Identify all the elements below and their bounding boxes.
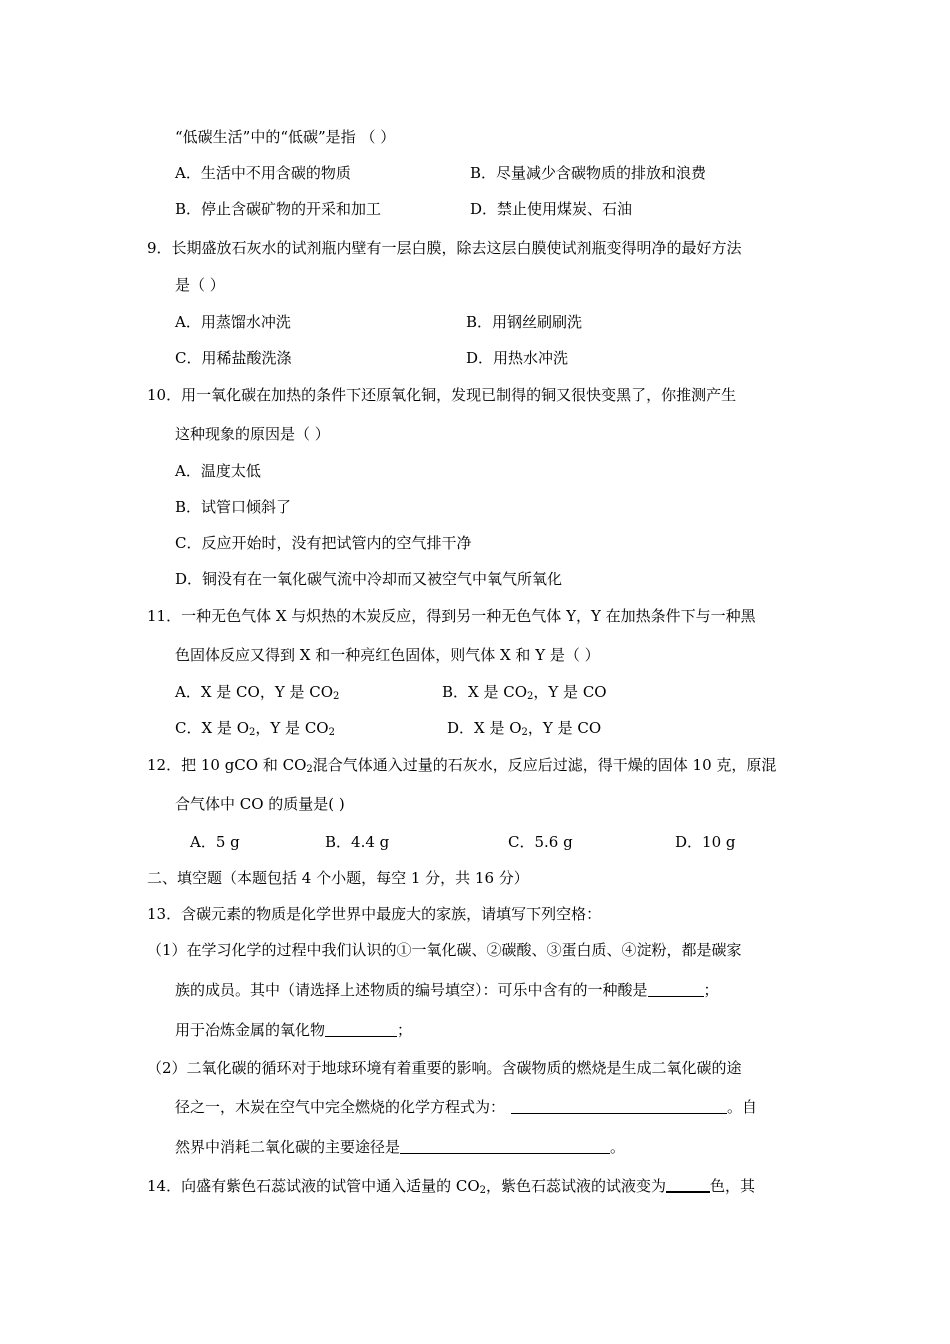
q9-line2: 是（ ） <box>175 276 225 294</box>
q9-option-a: A．用蒸馏水冲洗 <box>175 313 291 331</box>
q8-stem: “低碳生活”中的“低碳”是指 （ ） <box>175 128 396 146</box>
q8-option-b: B．尽量减少含碳物质的排放和浪费 <box>470 164 707 182</box>
blank-q13-equation[interactable] <box>511 1099 727 1114</box>
q11-option-b: B．X 是 $CO_2$，Y 是 CO <box>442 683 607 702</box>
q13-line1: 13．含碳元素的物质是化学世界中最庞大的家族，请填写下列空格： <box>147 905 602 923</box>
blank-q13-oxide[interactable] <box>325 1022 397 1037</box>
q12-option-c: C．5.6 g <box>508 833 573 851</box>
q10-option-c: C．反应开始时，没有把试管内的空气排干净 <box>175 534 472 552</box>
q13-part1-line1: （1）在学习化学的过程中我们认识的①一氧化碳、②碳酸、③蛋白质、④淀粉，都是碳家 <box>147 941 742 959</box>
q14-line1: 14．向盛有紫色石蕊试液的试管中通入适量的 $CO_2$，紫色石蕊试液的试液变为 色，其 <box>147 1177 756 1196</box>
q10-line2: 这种现象的原因是（ ） <box>175 425 330 443</box>
q12-option-b: B．4.4 g <box>325 833 390 851</box>
q12-line1: 12．把 10 gCO 和 $CO_2$混合气体通入过量的石灰水，反应后过滤，得干燥的固体 10 克，原混 <box>147 756 777 775</box>
q10-line1: 10．用一氧化碳在加热的条件下还原氧化铜，发现已制得的铜又很快变黑了，你推测产生 <box>147 386 737 404</box>
q13-part2-line1: （2）二氧化碳的循环对于地球环境有着重要的影响。含碳物质的燃烧是生成二氧化碳的途 <box>147 1059 742 1077</box>
q12-line2: 合气体中 CO 的质量是( ) <box>175 795 345 813</box>
q10-option-d: D．铜没有在一氧化碳气流中冷却而又被空气中氧气所氧化 <box>175 570 563 588</box>
q8-option-c: B．停止含碳矿物的开采和加工 <box>175 200 382 218</box>
q12-option-d: D．10 g <box>675 833 736 851</box>
q13-part1-line2: 族的成员。其中（请选择上述物质的编号填空）：可乐中含有的一种酸是 ； <box>175 981 719 999</box>
q13-part1-line3: 用于冶炼金属的氧化物 ； <box>175 1021 413 1039</box>
blank-q13-acid[interactable] <box>648 982 704 997</box>
q8-option-a: A．生活中不用含碳的物质 <box>175 164 351 182</box>
q9-line1: 9．长期盛放石灰水的试剂瓶内壁有一层白膜，除去这层白膜使试剂瓶变得明净的最好方法 <box>147 239 742 257</box>
q9-option-b: B．用钢丝刷刷洗 <box>466 313 583 331</box>
q10-option-b: B．试管口倾斜了 <box>175 498 292 516</box>
section-title-fill-in: 二、填空题（本题包括 4 个小题，每空 1 分，共 16 分） <box>147 869 529 887</box>
q9-option-c: C．用稀盐酸洗涤 <box>175 349 292 367</box>
blank-q14-color[interactable] <box>666 1177 710 1193</box>
q11-line2: 色固体反应又得到 X 和一种亮红色固体，则气体 X 和 Y 是（ ） <box>175 646 600 664</box>
blank-q13-consumption[interactable] <box>400 1139 610 1154</box>
q10-option-a: A．温度太低 <box>175 462 261 480</box>
q11-option-d: D．X 是 $O_2$，Y 是 CO <box>447 719 602 738</box>
q8-option-d: D．禁止使用煤炭、石油 <box>470 200 633 218</box>
q11-option-a: A．X 是 CO，Y 是 $CO_2$ <box>175 683 340 702</box>
q13-part2-line3: 然界中消耗二氧化碳的主要途径是 。 <box>175 1138 626 1156</box>
q11-option-c: C．X 是 $O_2$，Y 是 $CO_2$ <box>175 719 335 738</box>
q12-option-a: A．5 g <box>190 833 240 851</box>
q13-part2-line2: 径之一，木炭在空气中完全燃烧的化学方程式为： 。自 <box>175 1098 758 1116</box>
q9-option-d: D．用热水冲洗 <box>466 349 569 367</box>
q11-line1: 11．一种无色气体 X 与炽热的木炭反应，得到另一种无色气体 Y，Y 在加热条件下与一种黑 <box>147 607 756 625</box>
